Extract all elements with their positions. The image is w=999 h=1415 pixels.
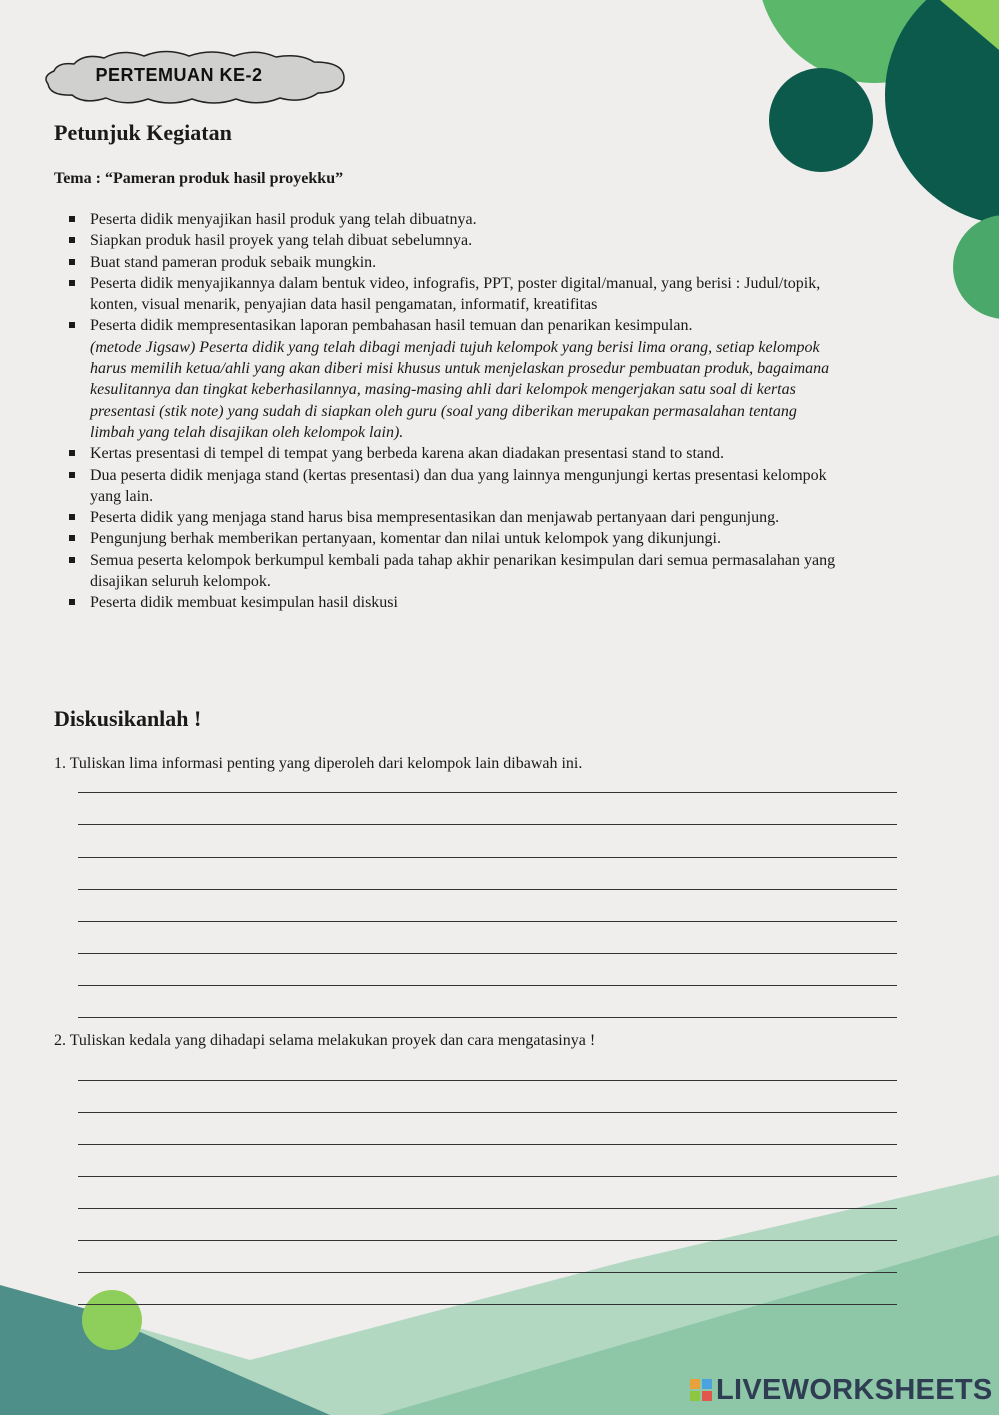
answer-line[interactable]	[78, 1208, 897, 1209]
jigsaw-note: (metode Jigsaw) Peserta didik yang telah dibagi menjadi tujuh kelompok yang berisi lima orang, setiap kelompok harus memilih ketua/ahli yang akan diberi misi khusus untuk menjelaskan prosedur pembuatan produk, bagaimana kesulitannya dan tingkat keberhasilannya, masing-masing ahli dari kelompok mengerjakan satu soal di kertas presentasi (stik note) yang sudah di siapkan oleh guru (soal yang diberikan merupakan permasalahan tentang limbah yang telah disajikan oleh kelompok lain).	[90, 338, 830, 441]
watermark-text: LIVEWORKSHEETS	[716, 1373, 993, 1406]
answer-line[interactable]	[78, 1112, 897, 1113]
list-item: Peserta didik menyajikannya dalam bentuk video, infografis, PPT, poster digital/manual, yang berisi : Judul/topik, konten, visual menarik, penyajian data hasil pengamatan, informatif, kreatifitas	[54, 273, 844, 316]
session-badge	[44, 50, 346, 108]
answer-line[interactable]	[78, 792, 897, 793]
answer-line[interactable]	[78, 857, 897, 858]
instruction-list	[54, 209, 844, 614]
list-item: Siapkan produk hasil proyek yang telah dibuat sebelumnya.	[54, 230, 844, 251]
session-label: PERTEMUAN KE-2	[95, 65, 263, 85]
lime-dot-decoration	[82, 1290, 142, 1350]
list-item: Buat stand pameran produk sebaik mungkin.	[54, 252, 844, 273]
list-item: Peserta didik mempresentasikan laporan pembahasan hasil temuan dan penarikan kesimpulan. (metode Jigsaw) Peserta didik yang telah dibagi menjadi tujuh kelompok yang berisi lima orang, setiap kelompok harus memilih ketua/ahli yang akan diberi misi khusus untuk menjelaskan prosedur pembuatan produk, bagaimana kesulitannya dan tingkat keberhasilannya, masing-masing ahli dari kelompok mengerjakan satu soal di kertas presentasi (stik note) yang sudah di siapkan oleh guru (soal yang diberikan merupakan permasalahan tentang limbah yang telah disajikan oleh kelompok lain).	[54, 315, 844, 443]
answer-line[interactable]	[78, 1144, 897, 1145]
liveworksheets-watermark	[690, 1372, 993, 1408]
answer-line[interactable]	[78, 921, 897, 922]
list-item: Dua peserta didik menjaga stand (kertas presentasi) dan dua yang lainnya mengunjungi kertas presentasi kelompok yang lain.	[54, 465, 844, 508]
answer-line[interactable]	[78, 953, 897, 954]
answer-line[interactable]	[78, 1176, 897, 1177]
answer-line[interactable]	[78, 1017, 897, 1018]
liveworksheets-logo-icon	[690, 1379, 712, 1401]
question-1: 1. Tuliskan lima informasi penting yang diperoleh dari kelompok lain dibawah ini.	[54, 755, 583, 772]
answer-line[interactable]	[78, 1080, 897, 1081]
discussion-heading: Diskusikanlah !	[54, 706, 202, 731]
answer-line[interactable]	[78, 1240, 897, 1241]
question-2: 2. Tuliskan kedala yang dihadapi selama melakukan proyek dan cara mengatasinya !	[54, 1032, 596, 1049]
list-item: Kertas presentasi di tempel di tempat yang berbeda karena akan diadakan presentasi stand to stand.	[54, 443, 844, 464]
theme-line: Tema : “Pameran produk hasil proyekku”	[54, 170, 344, 187]
answer-line[interactable]	[78, 824, 897, 825]
list-item: Peserta didik menyajikan hasil produk yang telah dibuatnya.	[54, 209, 844, 230]
instructions-heading: Petunjuk Kegiatan	[54, 120, 232, 145]
answer-line[interactable]	[78, 1304, 897, 1305]
answer-line[interactable]	[78, 985, 897, 986]
answer-line[interactable]	[78, 1272, 897, 1273]
list-item: Peserta didik membuat kesimpulan hasil diskusi	[54, 592, 844, 613]
answer-line[interactable]	[78, 889, 897, 890]
list-item: Pengunjung berhak memberikan pertanyaan, komentar dan nilai untuk kelompok yang dikunjungi.	[54, 528, 844, 549]
list-item: Semua peserta kelompok berkumpul kembali pada tahap akhir penarikan kesimpulan dari semua permasalahan yang disajikan seluruh kelompok.	[54, 550, 844, 593]
list-item: Peserta didik yang menjaga stand harus bisa mempresentasikan dan menjawab pertanyaan dari pengunjung.	[54, 507, 844, 528]
